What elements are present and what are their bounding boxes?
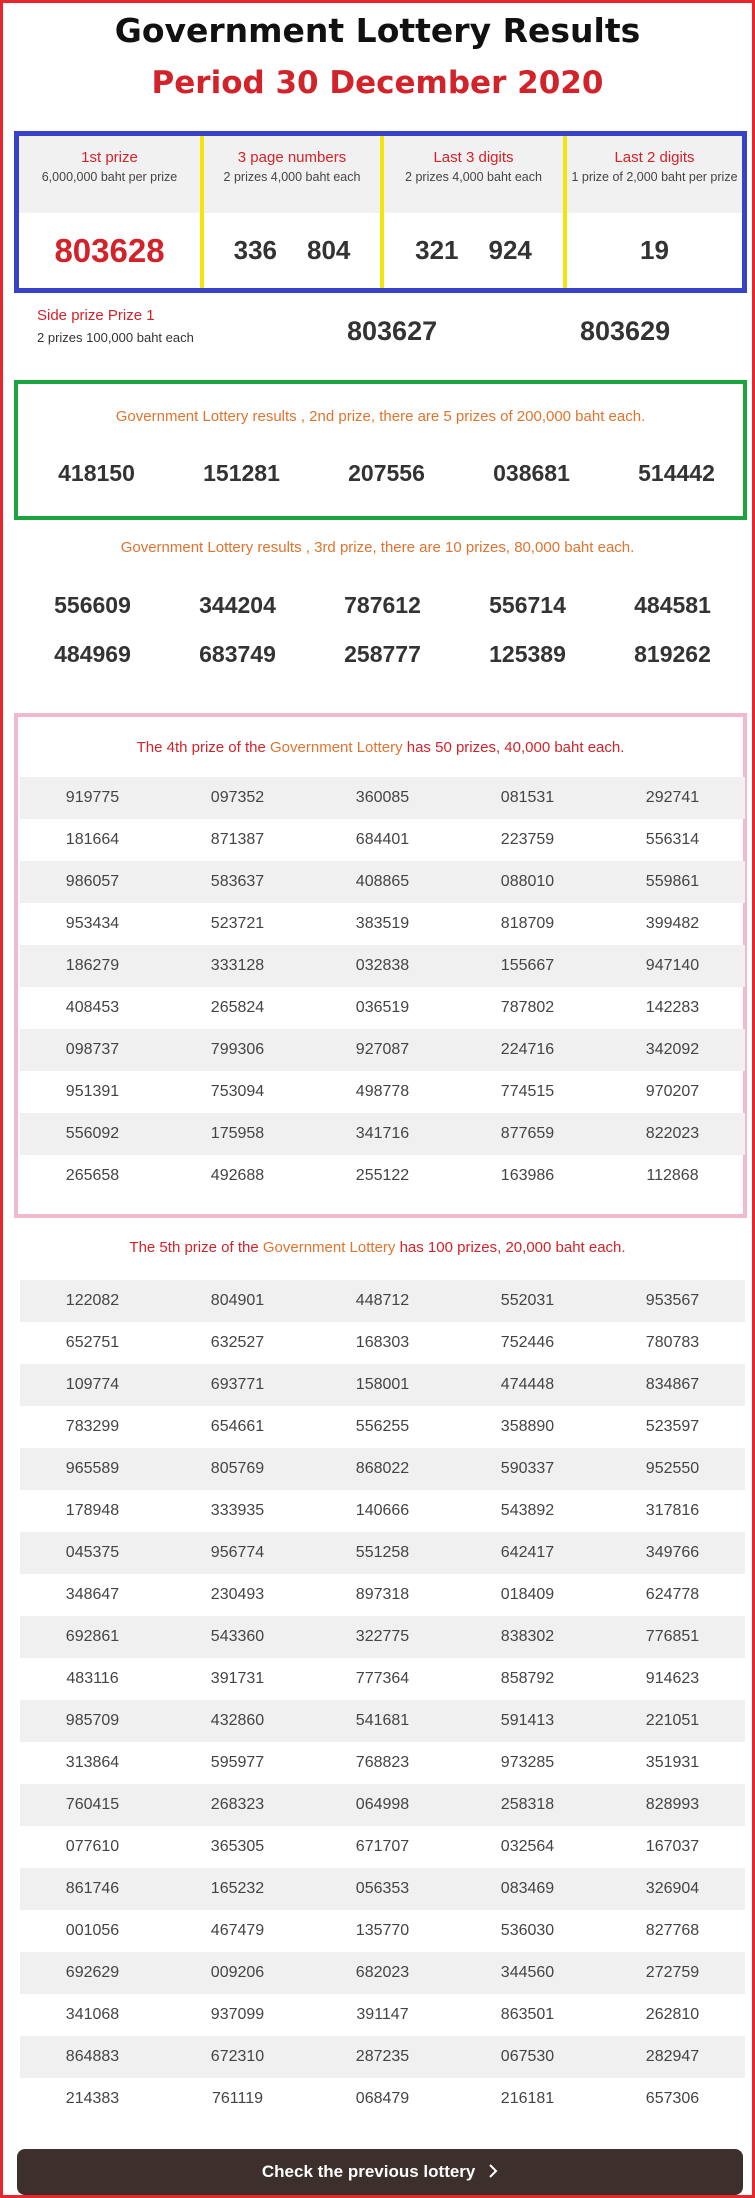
- prize-number: 268323: [210, 1796, 265, 1813]
- table-row: [20, 1532, 745, 1574]
- prize-number: 178948: [65, 1502, 120, 1519]
- table-row: [20, 861, 745, 903]
- table-row: [20, 1490, 745, 1532]
- prize-number: 068479: [355, 2090, 410, 2107]
- first-prize-amount: 6,000,000 baht per prize: [41, 170, 178, 184]
- prize-number: 657306: [645, 2090, 700, 2107]
- prize-number: 683749: [199, 641, 276, 667]
- last-two-label: Last 2 digits: [614, 149, 695, 166]
- last-two-amount: 1 prize of 2,000 baht per prize: [571, 170, 738, 184]
- second-prize-row: [24, 460, 749, 487]
- prize-number: 342092: [645, 1041, 700, 1058]
- third-prize-row: [20, 641, 745, 668]
- fourth-prize-table: [20, 777, 745, 1197]
- prize-number: 230493: [210, 1586, 265, 1603]
- prize-number: 924: [488, 235, 532, 265]
- prize-number: 556092: [65, 1125, 120, 1142]
- table-row: [20, 1113, 745, 1155]
- caption-highlight: Government Lottery: [270, 739, 403, 756]
- prize-number: 951391: [65, 1083, 120, 1100]
- front-three-column: [204, 136, 380, 288]
- table-row: [20, 1448, 745, 1490]
- prize-number: 088010: [500, 873, 555, 890]
- prize-number: 038681: [493, 460, 570, 486]
- side-prize-number: 803629: [580, 316, 671, 346]
- prize-number: 056353: [355, 1880, 410, 1897]
- prize-number: 753094: [210, 1083, 265, 1100]
- table-row: [20, 1322, 745, 1364]
- prize-number: 067530: [500, 2048, 555, 2065]
- prize-number: 348647: [65, 1586, 120, 1603]
- prize-number: 818709: [500, 915, 555, 932]
- prize-number: 365305: [210, 1838, 265, 1855]
- prize-number: 642417: [500, 1544, 555, 1561]
- prize-number: 986057: [65, 873, 120, 890]
- prize-number: 693771: [210, 1376, 265, 1393]
- table-row: [20, 1910, 745, 1952]
- last-two-column: [567, 136, 742, 288]
- table-row: [20, 819, 745, 861]
- prize-number: 224716: [500, 1041, 555, 1058]
- table-row: [20, 2078, 745, 2120]
- prize-number: 186279: [65, 957, 120, 974]
- prize-number: 805769: [210, 1460, 265, 1477]
- prize-number: 408453: [65, 999, 120, 1016]
- table-row: [20, 1406, 745, 1448]
- table-row: [20, 1616, 745, 1658]
- last-three-label: Last 3 digits: [433, 149, 514, 166]
- third-prize-row: [20, 592, 745, 619]
- prize-number: 777364: [355, 1670, 410, 1687]
- prize-number: 098737: [65, 1041, 120, 1058]
- first-prize-number: 803628: [54, 231, 165, 269]
- prize-number: 036519: [355, 999, 410, 1016]
- prize-number: 258777: [344, 641, 421, 667]
- prize-number: 692629: [65, 1964, 120, 1981]
- prize-number: 344204: [199, 592, 276, 618]
- prize-number: 408865: [355, 873, 410, 890]
- prize-number: 484581: [634, 592, 711, 618]
- prize-number: 783299: [65, 1418, 120, 1435]
- prize-number: 083469: [500, 1880, 555, 1897]
- prize-number: 956774: [210, 1544, 265, 1561]
- prize-number: 009206: [210, 1964, 265, 1981]
- button-label: Check the previous lottery: [261, 2162, 476, 2181]
- prize-number: 168303: [355, 1334, 410, 1351]
- prize-number: 780783: [645, 1334, 700, 1351]
- prize-number: 109774: [65, 1376, 120, 1393]
- prize-number: 448712: [355, 1292, 410, 1309]
- prize-number: 965589: [65, 1460, 120, 1477]
- prize-number: 498778: [355, 1083, 410, 1100]
- prize-number: 799306: [210, 1041, 265, 1058]
- first-prize-label: 1st prize: [81, 149, 138, 166]
- last-three-numbers: [384, 213, 563, 288]
- prize-number: 163986: [500, 1167, 555, 1184]
- prize-number: 684401: [355, 831, 410, 848]
- side-prize-label: Side prize Prize 1: [37, 307, 155, 324]
- front-three-label: 3 page numbers: [237, 149, 347, 166]
- prize-number: 552031: [500, 1292, 555, 1309]
- prize-number: 787802: [500, 999, 555, 1016]
- table-row: [20, 987, 745, 1029]
- prize-number: 761119: [211, 2090, 263, 2107]
- prize-number: 927087: [355, 1041, 410, 1058]
- check-previous-lottery-button[interactable]: [17, 2149, 743, 2195]
- table-row: [20, 1952, 745, 1994]
- last-two-numbers: [567, 213, 742, 288]
- table-row: [20, 1364, 745, 1406]
- table-row: [20, 1994, 745, 2036]
- prize-number: 556314: [645, 831, 700, 848]
- prize-number: 344560: [500, 1964, 555, 1981]
- prize-number: 523721: [210, 915, 265, 932]
- chevron-right-icon: [488, 2149, 498, 2195]
- prize-number: 551258: [355, 1544, 410, 1561]
- prize-number: 313864: [65, 1754, 120, 1771]
- prize-number: 877659: [500, 1125, 555, 1142]
- prize-number: 135770: [355, 1922, 410, 1939]
- side-prize-amount: 2 prizes 100,000 baht each: [37, 330, 194, 345]
- prize-number: 671707: [355, 1838, 410, 1855]
- prize-number: 970207: [645, 1083, 700, 1100]
- prize-number: 122082: [65, 1292, 120, 1309]
- caption-text: has 100 prizes, 20,000 baht each.: [395, 1239, 626, 1256]
- prize-number: 827768: [645, 1922, 700, 1939]
- prize-number: 834867: [645, 1376, 700, 1393]
- prize-number: 333935: [210, 1502, 265, 1519]
- table-row: [20, 903, 745, 945]
- prize-number: 322775: [355, 1628, 410, 1645]
- prize-number: 819262: [634, 641, 711, 667]
- prize-number: 140666: [355, 1502, 410, 1519]
- prize-number: 937099: [210, 2006, 265, 2023]
- prize-number: 097352: [210, 789, 265, 806]
- prize-number: 624778: [645, 1586, 700, 1603]
- prize-number: 181664: [65, 831, 120, 848]
- prize-number: 543360: [210, 1628, 265, 1645]
- prize-number: 360085: [355, 789, 410, 806]
- fifth-prize-table: [20, 1280, 745, 2120]
- front-three-amount: 2 prizes 4,000 baht each: [223, 170, 361, 184]
- last-two-header: [567, 136, 742, 213]
- table-row: [20, 1784, 745, 1826]
- table-row: [20, 777, 745, 819]
- prize-number: 858792: [500, 1670, 555, 1687]
- prize-number: 258318: [500, 1796, 555, 1813]
- prize-number: 483116: [66, 1670, 119, 1687]
- table-row: [20, 2036, 745, 2078]
- table-row: [20, 1700, 745, 1742]
- prize-number: 871387: [210, 831, 265, 848]
- table-row: [20, 945, 745, 987]
- prize-number: 556714: [489, 592, 566, 618]
- prize-number: 863501: [500, 2006, 555, 2023]
- first-prize-column: [19, 136, 200, 288]
- prize-number: 914623: [645, 1670, 700, 1687]
- prize-number: 272759: [645, 1964, 700, 1981]
- front-three-numbers: [204, 213, 380, 288]
- prize-number: 492688: [210, 1167, 265, 1184]
- prize-number: 064998: [355, 1796, 410, 1813]
- prize-number: 333128: [210, 957, 265, 974]
- prize-number: 349766: [645, 1544, 700, 1561]
- third-prize-caption: Government Lottery results , 3rd prize, there are 10 prizes, 80,000 baht each.: [120, 539, 635, 556]
- second-prize-box: [14, 380, 747, 520]
- prize-number: 341716: [355, 1125, 410, 1142]
- prize-number: 556255: [355, 1418, 410, 1435]
- prize-number: 207556: [348, 460, 425, 486]
- prize-number: 632527: [210, 1334, 265, 1351]
- first-prize-numbers: [19, 213, 200, 288]
- prize-number: 952550: [645, 1460, 700, 1477]
- caption-highlight: Government Lottery: [262, 1239, 396, 1256]
- last-three-column: [384, 136, 563, 288]
- last-three-header: [384, 136, 563, 213]
- prize-number: 953434: [65, 915, 120, 932]
- table-row: [20, 1658, 745, 1700]
- front-three-header: [204, 136, 380, 213]
- prize-number: 467479: [210, 1922, 265, 1939]
- prize-number: 947140: [645, 957, 700, 974]
- prize-number: 474448: [500, 1376, 555, 1393]
- prize-number: 032838: [355, 957, 410, 974]
- prize-number: 418150: [58, 460, 135, 486]
- prize-number: 985709: [65, 1712, 120, 1729]
- prize-number: 692861: [65, 1628, 120, 1645]
- prize-number: 590337: [500, 1460, 555, 1477]
- prize-number: 595977: [210, 1754, 265, 1771]
- prize-number: 804: [307, 235, 351, 265]
- prize-number: 838302: [500, 1628, 555, 1645]
- prize-number: 165232: [210, 1880, 265, 1897]
- prize-number: 155667: [500, 957, 555, 974]
- last-three-amount: 2 prizes 4,000 baht each: [405, 170, 542, 184]
- prize-number: 776851: [645, 1628, 700, 1645]
- table-row: [20, 1868, 745, 1910]
- prize-number: 326904: [645, 1880, 700, 1897]
- fourth-prize-caption: [18, 739, 743, 756]
- prize-number: 265824: [210, 999, 265, 1016]
- prize-number: 125389: [489, 641, 566, 667]
- prize-number: 216181: [500, 2090, 555, 2107]
- prize-number: 321: [415, 235, 459, 265]
- prize-number: 19: [640, 235, 669, 265]
- prize-number: 822023: [645, 1125, 700, 1142]
- prize-number: 223759: [500, 831, 555, 848]
- prize-number: 045375: [65, 1544, 120, 1561]
- prize-number: 672310: [210, 2048, 265, 2065]
- prize-number: 919775: [65, 789, 120, 806]
- prize-number: 514442: [638, 460, 715, 486]
- prize-number: 265658: [65, 1167, 120, 1184]
- page-title: Government Lottery Results: [114, 11, 641, 50]
- prize-number: 399482: [645, 915, 700, 932]
- prize-number: 391147: [356, 2006, 409, 2023]
- table-row: [20, 1574, 745, 1616]
- prize-number: 351931: [645, 1754, 700, 1771]
- prize-number: 151281: [203, 460, 280, 486]
- prize-number: 973285: [500, 1754, 555, 1771]
- prize-number: 391731: [210, 1670, 265, 1687]
- caption-text: The 5th prize of the: [129, 1239, 263, 1256]
- fourth-prize-box: [14, 713, 747, 1218]
- table-row: [20, 1280, 745, 1322]
- prize-number: 262810: [645, 2006, 700, 2023]
- prize-number: 255122: [355, 1167, 410, 1184]
- prize-number: 556609: [54, 592, 131, 618]
- prize-number: 175958: [210, 1125, 265, 1142]
- prize-number: 432860: [210, 1712, 265, 1729]
- table-row: [20, 1029, 745, 1071]
- prize-number: 358890: [500, 1418, 555, 1435]
- side-prize-number: 803627: [347, 316, 438, 346]
- prize-number: 341068: [65, 2006, 120, 2023]
- prize-number: 828993: [645, 1796, 700, 1813]
- prize-number: 018409: [500, 1586, 555, 1603]
- fifth-prize-caption: [3, 1239, 752, 1256]
- prize-number: 336: [233, 235, 277, 265]
- prize-number: 654661: [210, 1418, 265, 1435]
- prize-number: 543892: [500, 1502, 555, 1519]
- prize-number: 768823: [355, 1754, 410, 1771]
- prize-number: 214383: [65, 2090, 120, 2107]
- prize-number: 804901: [210, 1292, 265, 1309]
- prize-number: 221051: [645, 1712, 700, 1729]
- top-prizes-box: [14, 131, 747, 293]
- prize-number: 287235: [355, 2048, 410, 2065]
- prize-number: 787612: [344, 592, 421, 618]
- prize-number: 591413: [500, 1712, 555, 1729]
- prize-number: 868022: [355, 1460, 410, 1477]
- prize-number: 158001: [355, 1376, 410, 1393]
- prize-number: 583637: [210, 873, 265, 890]
- prize-number: 317816: [645, 1502, 700, 1519]
- prize-number: 142283: [645, 999, 700, 1016]
- prize-number: 559861: [645, 873, 700, 890]
- prize-number: 292741: [645, 789, 700, 806]
- caption-text: has 50 prizes, 40,000 baht each.: [402, 739, 625, 756]
- caption-text: The 4th prize of the: [136, 739, 271, 756]
- second-prize-caption: Government Lottery results , 2nd prize, there are 5 prizes of 200,000 baht each.: [115, 408, 646, 425]
- prize-number: 077610: [65, 1838, 120, 1855]
- prize-number: 282947: [645, 2048, 700, 2065]
- prize-number: 774515: [500, 1083, 555, 1100]
- prize-number: 897318: [355, 1586, 410, 1603]
- table-row: [20, 1826, 745, 1868]
- prize-number: 541681: [355, 1712, 410, 1729]
- table-row: [20, 1071, 745, 1113]
- prize-number: 760415: [65, 1796, 120, 1813]
- table-row: [20, 1155, 745, 1197]
- prize-number: 864883: [65, 2048, 120, 2065]
- draw-period: Period 30 December 2020: [151, 65, 604, 101]
- table-row: [20, 1742, 745, 1784]
- prize-number: 953567: [645, 1292, 700, 1309]
- prize-number: 861746: [65, 1880, 120, 1897]
- prize-number: 652751: [65, 1334, 120, 1351]
- prize-number: 383519: [355, 915, 410, 932]
- first-prize-header: [19, 136, 200, 213]
- prize-number: 536030: [500, 1922, 555, 1939]
- prize-number: 752446: [500, 1334, 555, 1351]
- prize-number: 112868: [646, 1167, 699, 1184]
- prize-number: 523597: [645, 1418, 700, 1435]
- prize-number: 081531: [500, 789, 555, 806]
- prize-number: 682023: [355, 1964, 410, 1981]
- prize-number: 032564: [500, 1838, 555, 1855]
- prize-number: 001056: [65, 1922, 120, 1939]
- prize-number: 484969: [54, 641, 131, 667]
- prize-number: 167037: [645, 1838, 700, 1855]
